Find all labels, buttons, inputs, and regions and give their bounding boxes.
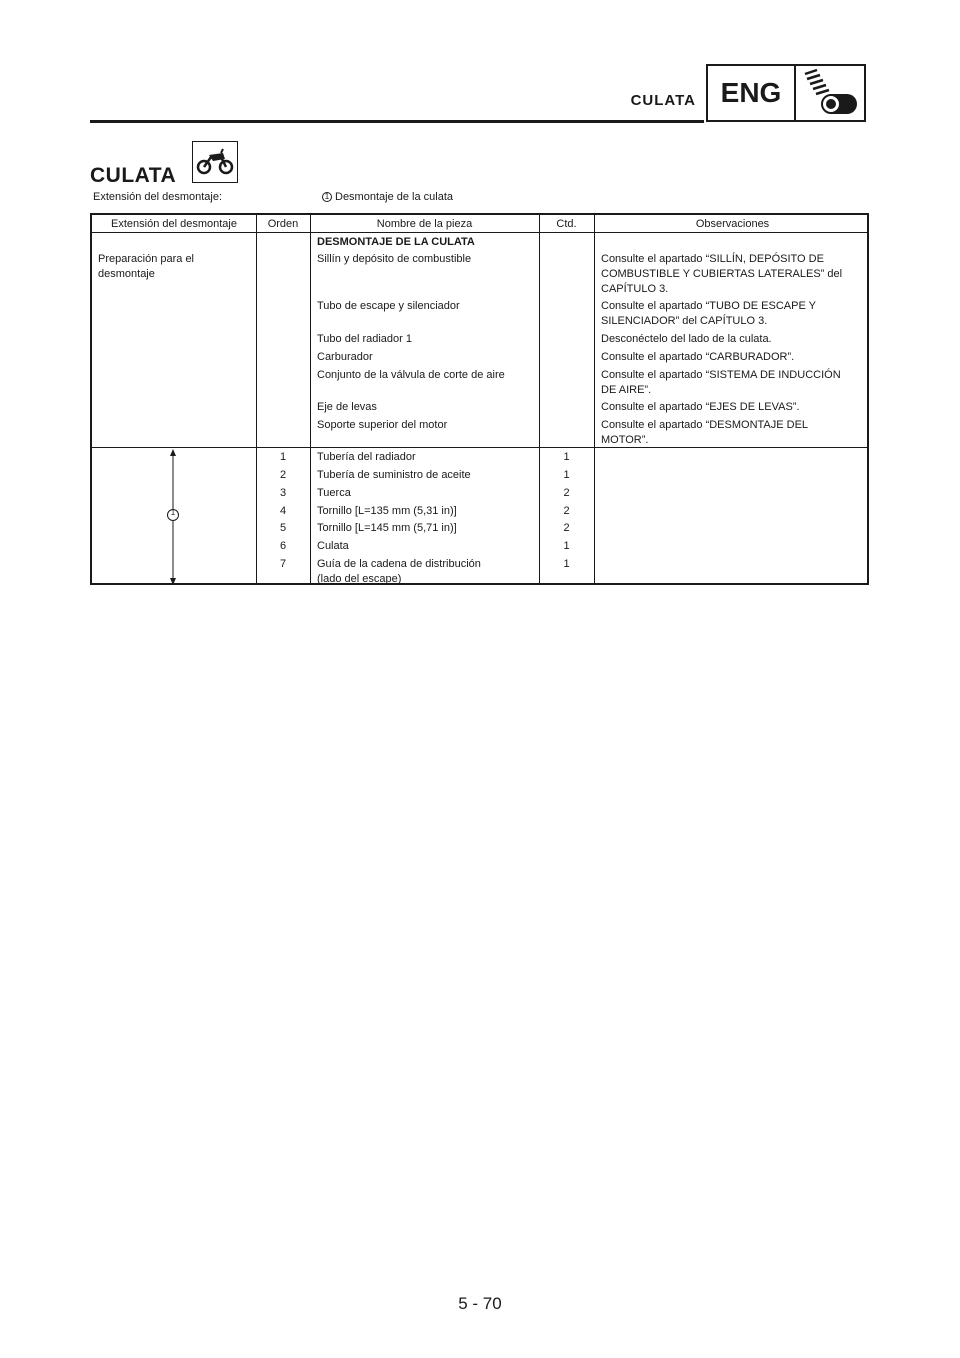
item-order: 1 <box>279 451 287 463</box>
callout-marker: 1 <box>322 192 332 202</box>
table-row: Culata <box>317 540 349 552</box>
table-row: Soporte superior del motor <box>317 419 448 431</box>
table-divider <box>594 215 595 583</box>
item-qty: 1 <box>563 540 570 552</box>
col-header-remarks: Observaciones <box>695 218 770 230</box>
table-divider <box>92 232 867 233</box>
item-qty: 1 <box>563 469 570 481</box>
col-header-extension: Extensión del desmontaje <box>111 218 237 230</box>
remarks-cell: Consulte el apartado “SILLÍN, DEPÓSITO DE COMBUSTIBLE Y CUBIERTAS LATERALES” del CAPÍTULO 3. <box>601 253 843 295</box>
disassembly-table <box>90 213 869 585</box>
page-title: CULATA <box>90 164 177 187</box>
scope-value-text: Desmontaje de la culata <box>335 191 454 203</box>
remarks-cell: Consulte el apartado “SISTEMA DE INDUCCIÓN DE AIRE”. <box>601 369 841 396</box>
range-marker: 1 <box>170 508 176 517</box>
remarks-cell: Desconéctelo del lado de la culata. <box>601 333 772 345</box>
motorcycle-icon <box>192 141 238 183</box>
item-qty: 2 <box>563 487 570 499</box>
page-number: 5 - 70 <box>458 1294 502 1313</box>
table-row: Tuerca <box>317 487 351 499</box>
remarks-cell: Consulte el apartado “CARBURADOR”. <box>601 351 795 363</box>
eng-tab <box>706 64 866 122</box>
table-row: Conjunto de la válvula de corte de aire <box>317 369 505 381</box>
remarks-cell: Consulte el apartado “DESMONTAJE DEL MOTOR”. <box>601 419 809 446</box>
table-row: Sillín y depósito de combustible <box>317 253 472 265</box>
table-row: Guía de la cadena de distribución (lado del escape) <box>317 558 481 585</box>
table-row: Carburador <box>317 351 373 363</box>
table-row: Tubo de escape y silenciador <box>317 300 460 312</box>
prep-label: Preparación para el desmontaje <box>98 253 195 280</box>
header-rule <box>90 120 704 123</box>
scope-value <box>322 191 453 203</box>
col-header-part: Nombre de la pieza <box>376 218 473 230</box>
scope-label: Extensión del desmontaje: <box>93 191 223 203</box>
item-order: 4 <box>279 505 287 517</box>
item-qty: 2 <box>563 505 570 517</box>
section-heading: DESMONTAJE DE LA CULATA <box>317 236 475 248</box>
item-order: 5 <box>279 522 287 534</box>
item-order: 2 <box>279 469 287 481</box>
item-qty: 1 <box>563 451 570 463</box>
item-order: 6 <box>279 540 287 552</box>
item-qty: 1 <box>563 558 570 570</box>
table-divider <box>310 215 311 583</box>
eng-tab-label: ENG <box>708 66 796 120</box>
table-row: Tubo del radiador 1 <box>317 333 412 345</box>
header-section-title: CULATA <box>630 92 696 109</box>
table-row: Tornillo [L=135 mm (5,31 in)] <box>317 505 457 517</box>
table-row: Eje de levas <box>317 401 377 413</box>
engine-bolt-icon <box>796 66 864 120</box>
table-row: Tornillo [L=145 mm (5,71 in)] <box>317 522 457 534</box>
col-header-qty: Ctd. <box>556 218 577 230</box>
item-qty: 2 <box>563 522 570 534</box>
remarks-cell: Consulte el apartado “EJES DE LEVAS”. <box>601 401 800 413</box>
col-header-order: Orden <box>267 218 299 230</box>
table-row: Tubería de suministro de aceite <box>317 469 471 481</box>
item-order: 3 <box>279 487 287 499</box>
remarks-cell: Consulte el apartado “TUBO DE ESCAPE Y SILENCIADOR” del CAPÍTULO 3. <box>601 300 817 327</box>
item-order: 7 <box>279 558 287 570</box>
table-row: Tubería del radiador <box>317 451 416 463</box>
